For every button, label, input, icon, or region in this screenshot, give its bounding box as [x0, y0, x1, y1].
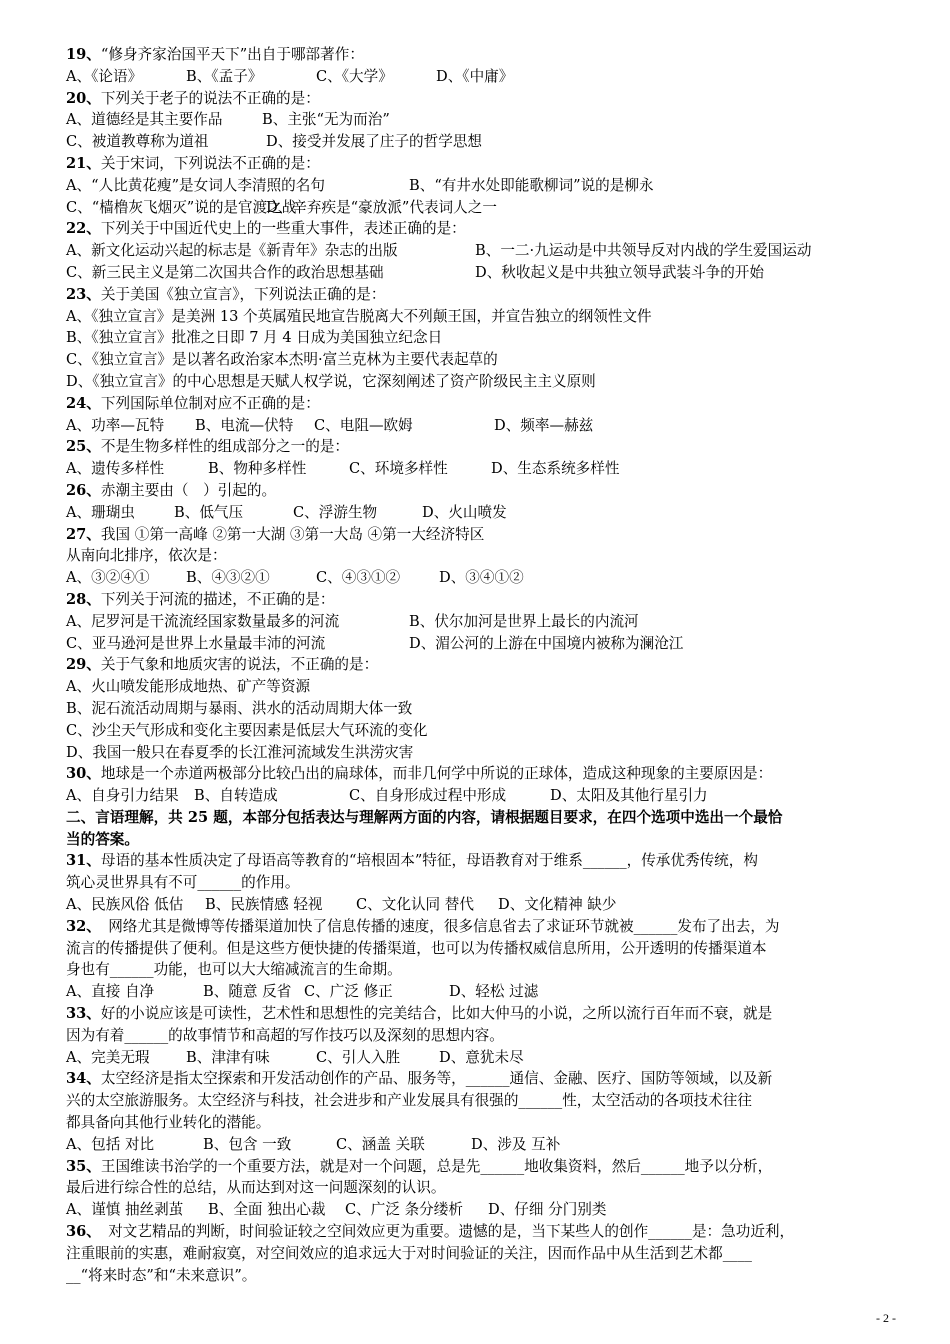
- option-b: B、《孟子》: [186, 67, 263, 85]
- option-b: B、随意 反省: [203, 983, 292, 1001]
- question-text: __“将来时态”和“未来意识”。: [66, 1266, 257, 1284]
- option-a: A、功率—瓦特: [66, 416, 165, 434]
- question-text: 下列关于老子的说法不正确的是：: [100, 89, 320, 107]
- option-row: [66, 66, 882, 88]
- option-b: B、电流—伏特: [195, 416, 294, 434]
- question-number: 27、: [66, 525, 101, 543]
- question-stem: [66, 1177, 882, 1199]
- option-b: D、湄公河的上游在中国境内被称为澜沧江: [409, 634, 684, 652]
- question-text: 关于气象和地质灾害的说法，不正确的是：: [100, 656, 379, 674]
- question-text: 注重眼前的实惠，难耐寂寞，对空间效应的追求远大于对时间验证的关注，因而作品中从生活到艺术都____: [66, 1244, 752, 1262]
- option-b: B、“有井水处即能歌柳词”说的是柳永: [409, 176, 654, 194]
- option-row: [66, 306, 882, 328]
- question-text: 网络尤其是微博等传播渠道加快了信息传播的速度，很多信息省去了求证环节就被______发布了出去，为: [93, 917, 780, 935]
- question-text: 因为有着______的故事情节和高超的写作技巧以及深刻的思想内容。: [66, 1026, 504, 1044]
- question-number: 28、: [66, 590, 101, 608]
- option-row: [66, 742, 882, 764]
- question-text: 筑心灵世界具有不可______的作用。: [66, 874, 300, 892]
- question-number: 24、: [66, 394, 101, 412]
- option-row: [66, 1047, 882, 1069]
- option-a: C、亚马逊河是世界上水量最丰沛的河流: [66, 634, 326, 652]
- question-number: 35、: [66, 1157, 101, 1175]
- question-text: 关于宋词，下列说法不正确的是：: [100, 154, 320, 172]
- option-row: [66, 567, 882, 589]
- question-stem: [66, 1003, 882, 1025]
- section-heading-text: 二、言语理解，共 25 题，本部分包括表达与理解两方面的内容，请根据题目要求，在四个选项中选出一个最恰: [66, 808, 783, 826]
- option-b: B、主张“无为而治”: [262, 111, 390, 129]
- option-row: [66, 415, 882, 437]
- question-text: 下列国际单位制对应不正确的是：: [100, 394, 320, 412]
- question-number: 25、: [66, 438, 101, 456]
- option-d: D、仔细 分门别类: [488, 1201, 607, 1219]
- option-row: [66, 698, 882, 720]
- question-number: 36、: [66, 1223, 94, 1241]
- option-row: [66, 545, 882, 567]
- question-text: 对文艺精品的判断，时间验证较之空间效应更为重要。遗憾的是，当下某些人的创作______是：急功近利，: [93, 1223, 795, 1241]
- option-d: D、生态系统多样性: [491, 460, 620, 478]
- option-row: [66, 262, 882, 284]
- question-stem: [66, 1243, 882, 1265]
- option-c: C、涵盖 关联: [336, 1135, 425, 1153]
- question-number: 22、: [66, 220, 101, 238]
- option-a: A、直接 自净: [66, 983, 155, 1001]
- option-a: B、泥石流活动周期与暴雨、洪水的活动周期大体一致: [66, 699, 413, 717]
- question-text: 我国 ①第一高峰 ②第一大湖 ③第一大岛 ④第一大经济特区: [100, 525, 485, 543]
- question-number: 34、: [66, 1070, 101, 1088]
- question-stem: [66, 1265, 882, 1287]
- question-text: 身也有______功能，也可以大大缩减流言的生命期。: [66, 961, 402, 979]
- option-row: [66, 502, 882, 524]
- option-b: D、秋收起义是中共独立领导武装斗争的开始: [475, 263, 764, 281]
- question-stem: [66, 589, 882, 611]
- question-stem: [66, 44, 882, 66]
- option-a: C、沙尘天气形成和变化主要因素是低层大气环流的变化: [66, 721, 428, 739]
- option-a: 从南向北排序，依次是：: [66, 547, 227, 565]
- option-a: A、自身引力结果: [66, 787, 179, 805]
- option-a: A、“人比黄花瘦”是女词人李清照的名句: [66, 176, 325, 194]
- option-d: D、《中庸》: [436, 67, 514, 85]
- option-a: C、“樯橹灰飞烟灭”说的是官渡之战: [66, 198, 297, 216]
- option-row: [66, 175, 882, 197]
- question-text: 下列关于中国近代史上的一些重大事件，表述正确的是：: [100, 220, 466, 238]
- option-row: [66, 458, 882, 480]
- option-a: A、《独立宣言》是美洲 13 个英属殖民地宣告脱离大不列颠王国，并宣告独立的纲领性文件: [66, 307, 652, 325]
- question-stem: [66, 850, 882, 872]
- option-b: B、物种多样性: [208, 460, 307, 478]
- question-stem: [66, 1221, 882, 1243]
- option-row: [66, 371, 882, 393]
- option-c: C、④③①②: [316, 569, 401, 587]
- option-d: D、频率—赫兹: [494, 416, 594, 434]
- question-text: 太空经济是指太空探索和开发活动创作的产品、服务等，______通信、金融、医疗、国防等领域，以及新: [100, 1070, 773, 1088]
- question-text: 赤潮主要由（ ）引起的。: [100, 481, 277, 499]
- question-number: 19、: [66, 46, 101, 63]
- question-stem: [66, 436, 882, 458]
- question-number: 30、: [66, 765, 101, 783]
- question-stem: [66, 1156, 882, 1178]
- question-stem: [66, 88, 882, 110]
- question-text: 关于美国《独立宣言》，下列说法正确的是：: [100, 285, 386, 303]
- option-row: [66, 131, 882, 153]
- option-c: C、广泛 修正: [304, 983, 393, 1001]
- question-text: 王国维读书治学的一个重要方法，就是对一个问题，总是先______地收集资料，然后______地予以分析，: [100, 1157, 773, 1175]
- section-heading-text: 当的答案。: [66, 830, 139, 848]
- question-stem: [66, 480, 882, 502]
- question-text: 好的小说应该是可读性，艺术性和思想性的完美结合，比如大仲马的小说，之所以流行百年而不衰，就是: [100, 1005, 773, 1023]
- question-stem: [66, 1025, 882, 1047]
- option-a: A、民族风俗 低估: [66, 896, 184, 914]
- question-stem: [66, 153, 882, 175]
- option-row: [66, 894, 882, 916]
- option-c: C、浮游生物: [293, 503, 378, 521]
- question-number: 32、: [66, 917, 94, 935]
- option-b: B、民族情感 轻视: [205, 896, 323, 914]
- question-text: “修身齐家治国平天下”出自于哪部著作：: [100, 46, 364, 63]
- option-c: C、自身形成过程中形成: [349, 787, 507, 805]
- option-a: A、谨慎 抽丝剥茧: [66, 1201, 184, 1219]
- question-stem: [66, 763, 882, 785]
- question-number: 29、: [66, 656, 101, 674]
- option-b: B、津津有味: [186, 1048, 270, 1066]
- question-stem: [66, 284, 882, 306]
- question-text: 最后进行综合性的总结，从而达到对这一问题深刻的认识。: [66, 1179, 446, 1197]
- question-number: 21、: [66, 154, 101, 172]
- option-row: [66, 981, 882, 1003]
- option-row: [66, 240, 882, 262]
- option-row: [66, 785, 882, 807]
- option-b: B、一二·九运动是中共领导反对内战的学生爱国运动: [475, 242, 812, 260]
- option-a: D、《独立宣言》的中心思想是天赋人权学说，它深刻阐述了资产阶级民主主义原则: [66, 372, 596, 390]
- question-stem: [66, 872, 882, 894]
- option-row: [66, 676, 882, 698]
- section-heading: [66, 829, 882, 851]
- option-a: C、新三民主义是第二次国共合作的政治思想基础: [66, 263, 384, 281]
- question-content: [66, 44, 882, 1286]
- option-d: D、太阳及其他行星引力: [550, 787, 708, 805]
- option-a: A、完美无瑕: [66, 1048, 150, 1066]
- option-a: A、《论语》: [66, 67, 143, 85]
- section-heading: [66, 807, 882, 829]
- option-d: D、文化精神 缺少: [498, 896, 617, 914]
- question-text: 流言的传播提供了便利。但是这些方便快捷的传播渠道，也可以为传播权威信息所用，公开透明的传播渠道本: [66, 939, 767, 957]
- question-stem: [66, 1068, 882, 1090]
- option-d: D、轻松 过滤: [449, 983, 539, 1001]
- option-c: C、环境多样性: [349, 460, 448, 478]
- option-row: [66, 1199, 882, 1221]
- option-a: A、包括 对比: [66, 1135, 155, 1153]
- option-a: A、火山喷发能形成地热、矿产等资源: [66, 678, 311, 696]
- question-number: 23、: [66, 285, 101, 303]
- question-text: 下列关于河流的描述，不正确的是：: [100, 590, 335, 608]
- question-number: 26、: [66, 481, 101, 499]
- question-text: 不是生物多样性的组成部分之一的是：: [100, 438, 350, 456]
- question-stem: [66, 1112, 882, 1134]
- option-b: D、辛弃疾是“豪放派”代表词人之一: [266, 198, 497, 216]
- question-stem: [66, 938, 882, 960]
- option-row: [66, 327, 882, 349]
- option-row: [66, 633, 882, 655]
- option-c: C、引人入胜: [316, 1048, 401, 1066]
- question-stem: [66, 218, 882, 240]
- question-number: 31、: [66, 852, 101, 870]
- option-a: C、《独立宣言》是以著名政治家本杰明·富兰克林为主要代表起草的: [66, 351, 498, 369]
- option-c: C、电阻—欧姆: [314, 416, 413, 434]
- option-a: A、新文化运动兴起的标志是《新青年》杂志的出版: [66, 242, 398, 260]
- question-stem: [66, 654, 882, 676]
- question-stem: [66, 393, 882, 415]
- question-number: 33、: [66, 1005, 101, 1023]
- question-text: 兴的太空旅游服务。太空经济与科技，社会进步和产业发展具有很强的______性，太空活动的各项技术往往: [66, 1092, 752, 1110]
- option-d: D、涉及 互补: [471, 1135, 561, 1153]
- option-b: B、④③②①: [186, 569, 270, 587]
- option-row: [66, 611, 882, 633]
- option-row: [66, 109, 882, 131]
- question-stem: [66, 1090, 882, 1112]
- option-c: C、《大学》: [316, 67, 393, 85]
- option-a: D、我国一般只在春夏季的长江淮河流域发生洪涝灾害: [66, 743, 414, 761]
- option-a: A、遗传多样性: [66, 460, 165, 478]
- option-b: D、接受并发展了庄子的哲学思想: [266, 133, 483, 151]
- option-a: A、道德经是其主要作品: [66, 111, 223, 129]
- option-d: D、③④①②: [439, 569, 524, 587]
- option-row: [66, 720, 882, 742]
- question-text: 母语的基本性质决定了母语高等教育的“培根固本”特征，母语教育对于维系______，传承优秀传统，构: [100, 852, 758, 870]
- option-row: [66, 349, 882, 371]
- question-text: 都具备向其他行业转化的潜能。: [66, 1114, 271, 1132]
- option-a: A、③②④①: [66, 569, 150, 587]
- option-a: A、尼罗河是干流流经国家数量最多的河流: [66, 612, 340, 630]
- option-b: B、自转造成: [194, 787, 278, 805]
- option-b: B、全面 独出心裁: [208, 1201, 326, 1219]
- question-stem: [66, 916, 882, 938]
- option-b: B、包含 一致: [203, 1135, 292, 1153]
- page-number: - 2 -: [876, 1311, 896, 1325]
- option-a: B、《独立宣言》批准之日即 7 月 4 日成为美国独立纪念日: [66, 329, 443, 347]
- option-a: A、珊瑚虫: [66, 503, 135, 521]
- question-stem: [66, 959, 882, 981]
- option-row: [66, 1134, 882, 1156]
- question-text: 地球是一个赤道两极部分比较凸出的扁球体，而非几何学中所说的正球体，造成这种现象的主要原因是：: [100, 765, 773, 783]
- question-number: 20、: [66, 89, 101, 107]
- option-a: C、被道教尊称为道祖: [66, 133, 209, 151]
- option-d: D、意犹未尽: [439, 1048, 524, 1066]
- option-c: C、文化认同 替代: [356, 896, 474, 914]
- option-b: B、伏尔加河是世界上最长的内流河: [409, 612, 639, 630]
- option-b: B、低气压: [174, 503, 244, 521]
- option-d: D、火山喷发: [422, 503, 507, 521]
- option-row: [66, 197, 882, 219]
- option-c: C、广泛 条分缕析: [345, 1201, 463, 1219]
- question-stem: [66, 524, 882, 546]
